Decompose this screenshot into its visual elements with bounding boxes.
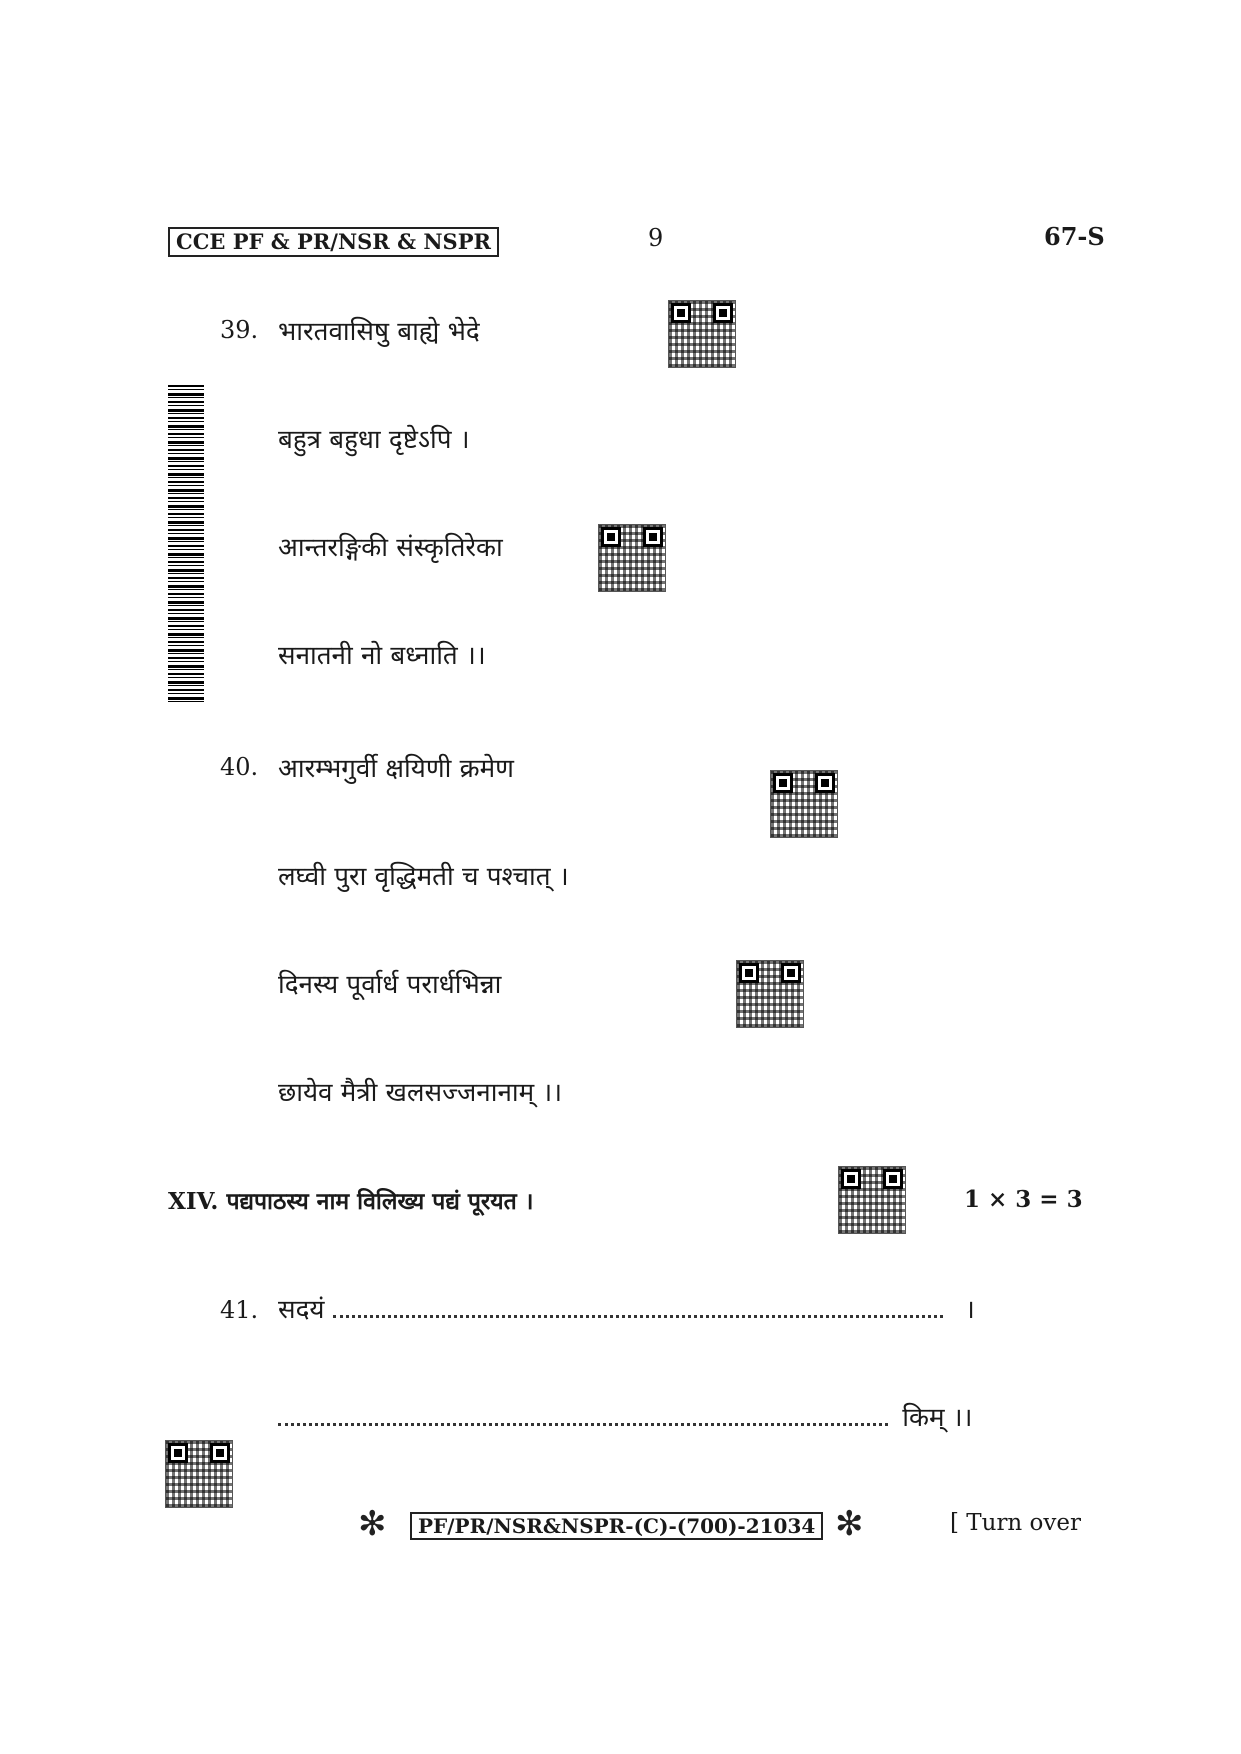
verse-line: बहुत्र बहुधा दृष्टेऽपि ।	[278, 425, 470, 455]
paper-code: 67-S	[1044, 222, 1105, 251]
ornament-icon: ✻	[358, 1504, 387, 1544]
qr-code-icon	[736, 960, 804, 1028]
verse-line: दिनस्य पूर्वार्ध परार्धभिन्ना	[278, 970, 502, 1000]
qr-code-icon	[598, 524, 666, 592]
qr-code-icon	[770, 770, 838, 838]
verse-line: लघ्वी पुरा वृद्धिमती च पश्चात् ।	[278, 862, 569, 892]
turn-over-label: [ Turn over	[950, 1510, 1082, 1536]
verse-line: आन्तरङ्गिकी संस्कृतिरेका	[278, 533, 503, 563]
verse-end: किम् ।।	[902, 1403, 973, 1433]
qr-code-icon	[838, 1166, 906, 1234]
verse-word: सदयं	[278, 1295, 325, 1325]
verse-line: आरम्भगुर्वी क्षयिणी क्रमेण	[278, 754, 514, 784]
question-number: 41.	[220, 1296, 259, 1324]
danda: ।	[965, 1295, 975, 1325]
header-code-box: CCE PF & PR/NSR & NSPR	[168, 227, 499, 257]
verse-line: सनातनी नो बध्नाति ।।	[278, 641, 486, 671]
section-heading: XIV. पद्यपाठस्य नाम विलिख्य पद्यं पूरयत ।	[168, 1188, 534, 1215]
q41-line-2	[278, 1398, 973, 1434]
qr-code-icon	[668, 300, 736, 368]
verse-line: छायेव मैत्री खलसज्जनानाम् ।।	[278, 1078, 563, 1108]
fill-blank	[278, 1423, 888, 1426]
verse-line: भारतवासिषु बाह्ये भेदे	[278, 317, 480, 347]
marks-label: 1 × 3 = 3	[964, 1186, 1083, 1213]
question-number: 39.	[220, 316, 259, 344]
fill-blank	[333, 1315, 943, 1318]
q41-line-1	[278, 1290, 975, 1326]
qr-code-icon	[165, 1440, 233, 1508]
ornament-icon: ✻	[835, 1504, 864, 1544]
page-number: 9	[648, 224, 664, 252]
question-number: 40.	[220, 753, 259, 781]
footer-code-box: PF/PR/NSR&NSPR-(C)-(700)-21034	[410, 1512, 823, 1540]
barcode-icon	[168, 385, 204, 705]
